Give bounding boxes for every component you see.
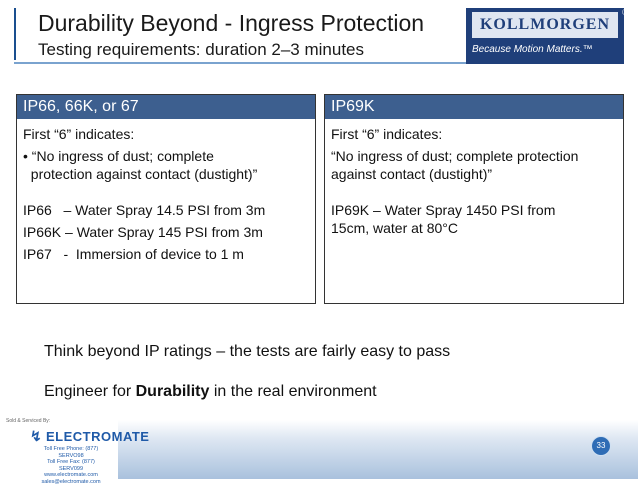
- ip69k-box-heading: IP69K: [325, 95, 623, 119]
- brand-name: KOLLMORGEN: [472, 16, 618, 34]
- electromate-name: ELECTROMATE: [46, 429, 149, 444]
- footer-gradient-band: [118, 420, 638, 479]
- contact-email[interactable]: sales@electromate.com: [36, 479, 106, 485]
- note-durability-emphasis: Durability: [136, 383, 210, 400]
- ip66-rating: IP66 – Water Spray 14.5 PSI from 3m: [23, 201, 309, 219]
- ip69k-intro: First “6” indicates:: [331, 125, 617, 143]
- page-number-badge: 33: [591, 436, 611, 456]
- ip66-bullet-line2: protection against contact (dustight)”: [23, 165, 309, 183]
- ip66-box-body: [23, 125, 309, 263]
- electromate-logo: [30, 428, 130, 444]
- note-durability-suffix: in the real environment: [209, 383, 376, 400]
- ip66-box: [16, 94, 316, 304]
- note-ratings: Think beyond IP ratings – the tests are fairly easy to pass: [44, 343, 450, 361]
- contact-info: [36, 446, 106, 485]
- contact-website[interactable]: www.electromate.com: [36, 472, 106, 479]
- brand-name-plate: [472, 12, 618, 38]
- ip69k-box-body: [331, 125, 617, 237]
- note-durability: [44, 383, 377, 401]
- ip69k-quote-line2: against contact (dustight)”: [331, 165, 617, 183]
- page-title: Durability Beyond - Ingress Protection: [38, 10, 424, 37]
- ip69k-rating-line1: IP69K – Water Spray 1450 PSI from: [331, 201, 617, 219]
- note-durability-prefix: Engineer for: [44, 383, 136, 400]
- ip69k-quote-line1: “No ingress of dust; complete protection: [331, 147, 617, 165]
- title-accent-bar: [14, 8, 16, 60]
- brand-tagline: Because Motion Matters.™: [472, 44, 593, 55]
- ip66-intro: First “6” indicates:: [23, 125, 309, 143]
- ip66k-rating: IP66K – Water Spray 145 PSI from 3m: [23, 223, 309, 241]
- sold-serviced-credit: Sold & Serviced By:: [6, 418, 50, 424]
- ip66-bullet-line1: • “No ingress of dust; complete: [23, 147, 309, 165]
- kollmorgen-logo: [466, 8, 624, 64]
- registered-mark: ®: [622, 8, 628, 17]
- ip67-rating: IP67 - Immersion of device to 1 m: [23, 245, 309, 263]
- page-subtitle: Testing requirements: duration 2–3 minutes: [38, 40, 364, 60]
- contact-phone: Toll Free Phone: (877) SERVO98: [36, 446, 106, 459]
- electromate-swirl-icon: ↯: [30, 429, 44, 443]
- ip66-box-heading: IP66, 66K, or 67: [17, 95, 315, 119]
- contact-fax: Toll Free Fax: (877) SERV099: [36, 459, 106, 472]
- ip69k-rating-line2: 15cm, water at 80°C: [331, 219, 617, 237]
- ip69k-box: [324, 94, 624, 304]
